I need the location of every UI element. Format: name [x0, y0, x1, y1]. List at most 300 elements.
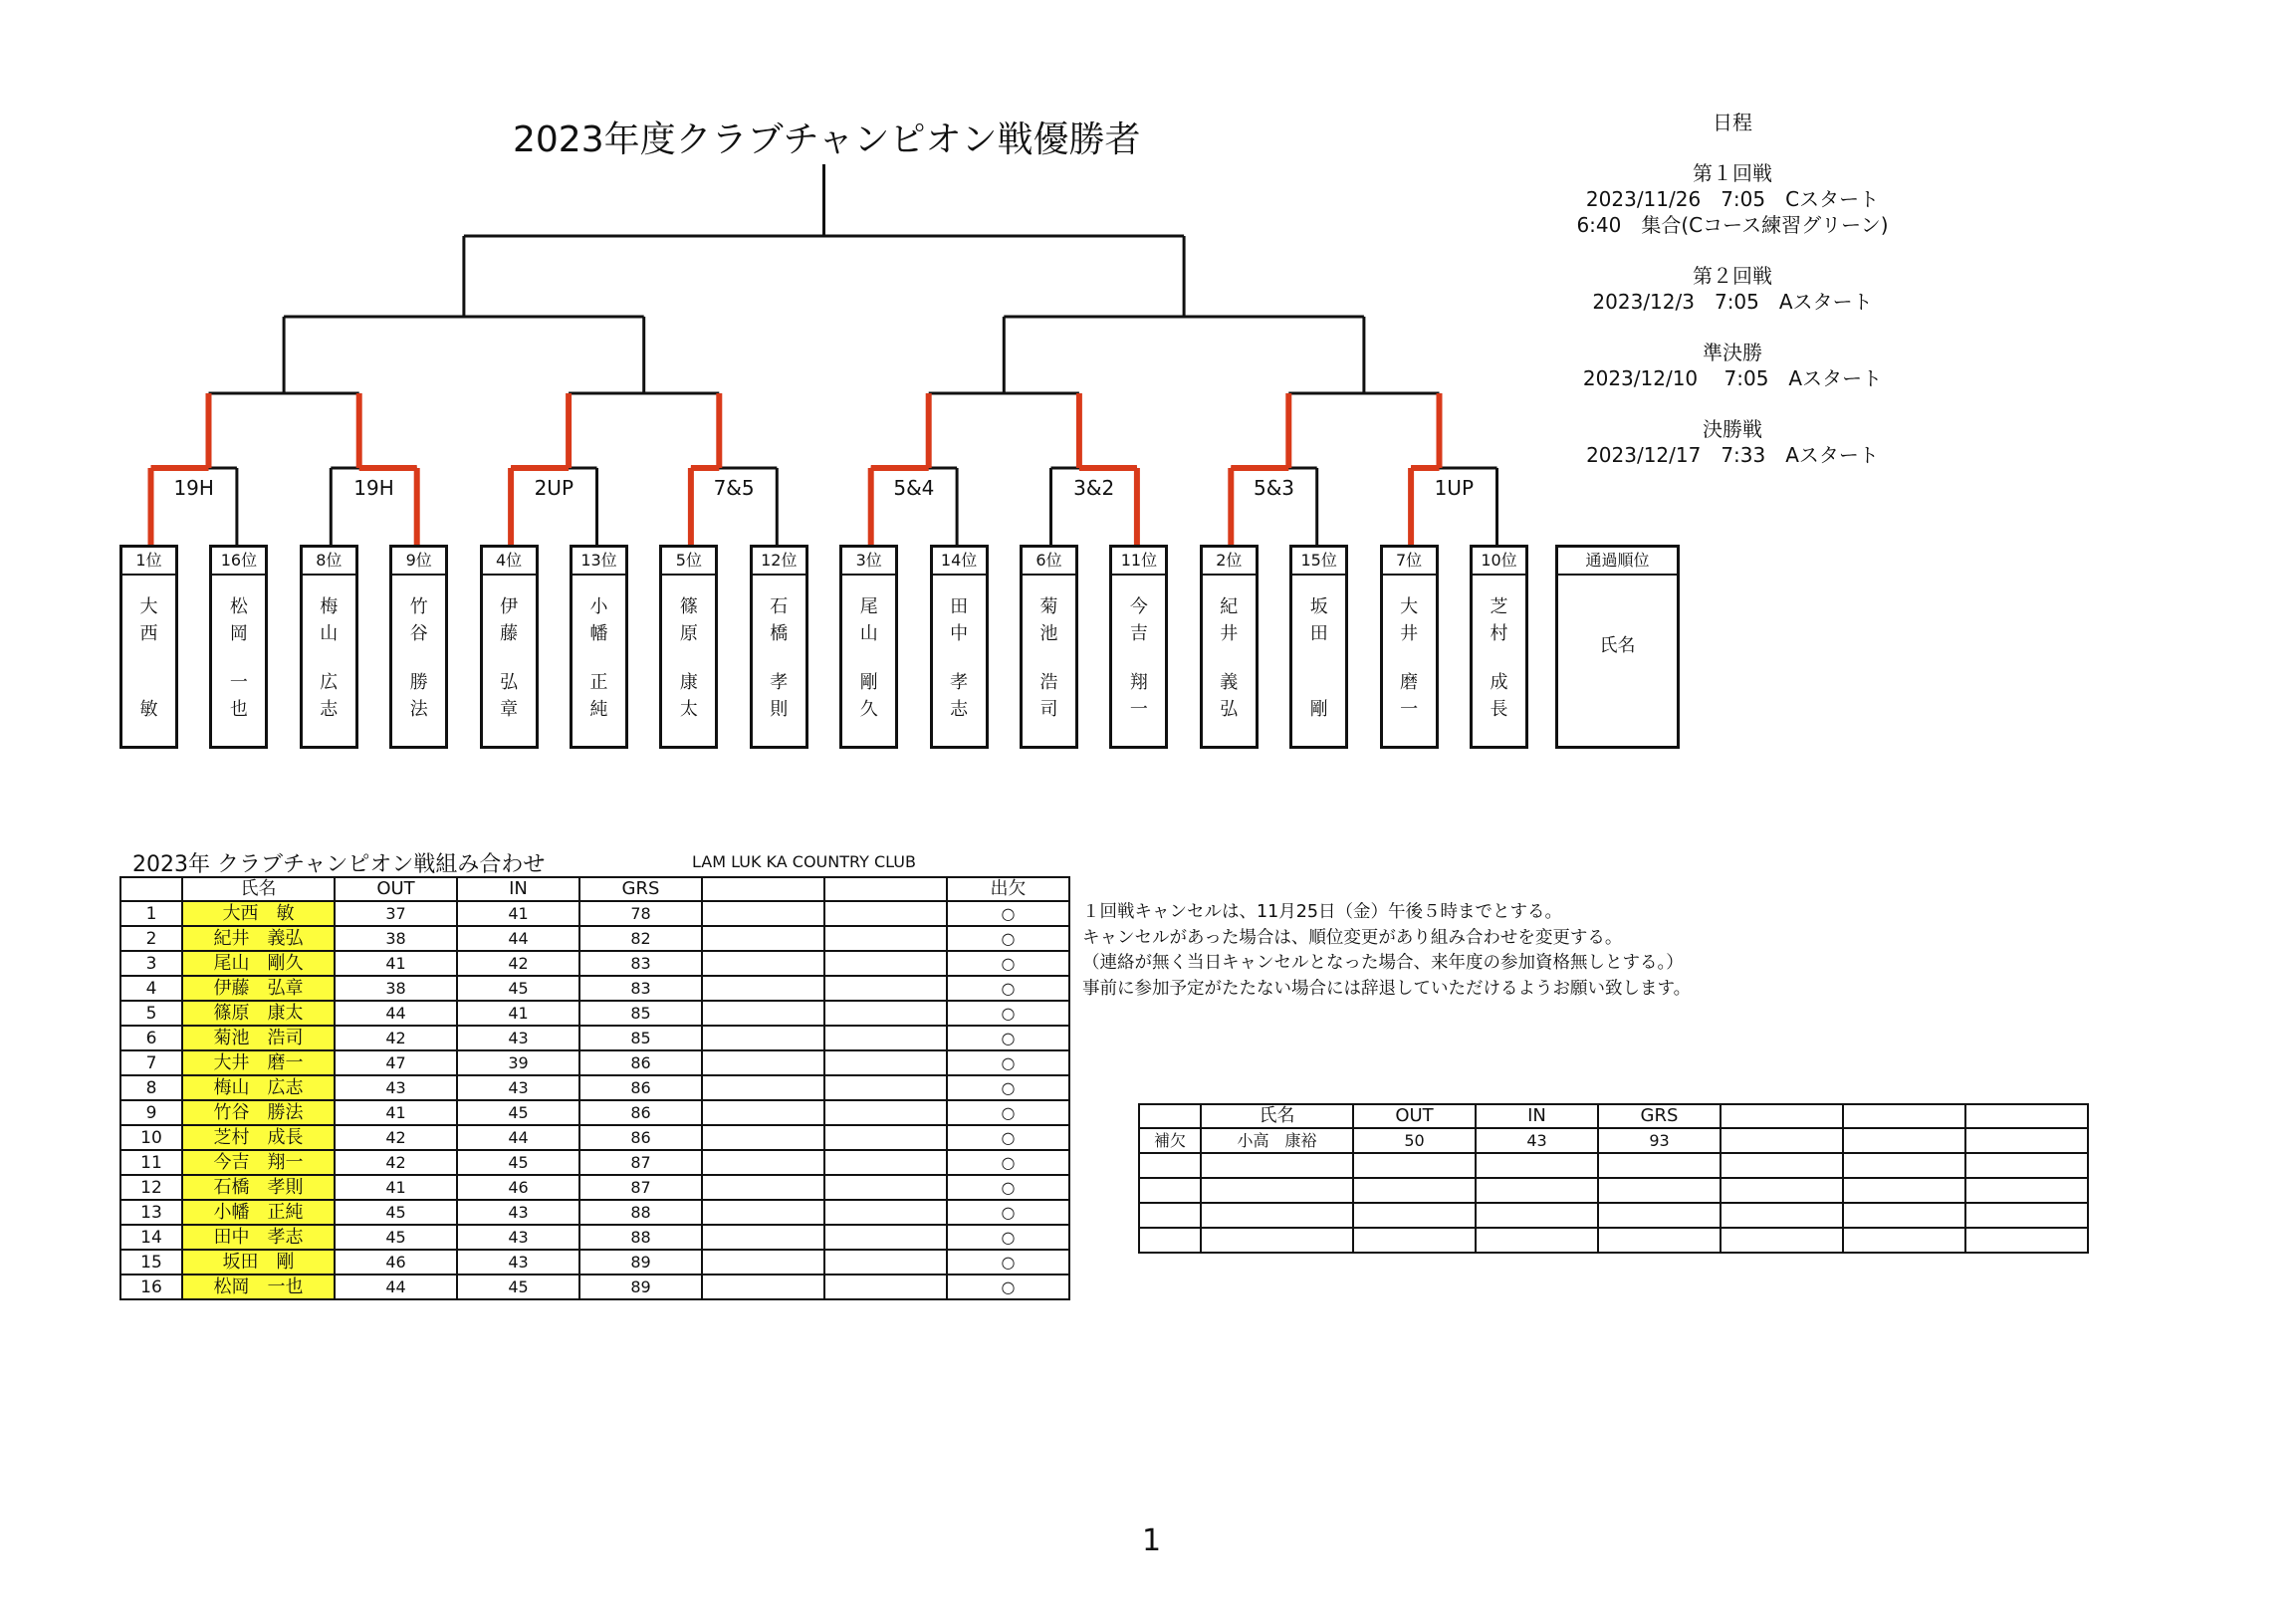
substitutes-cell [1201, 1228, 1353, 1253]
player-name [212, 576, 265, 723]
in-cell: 44 [457, 926, 579, 951]
substitutes-cell [1843, 1228, 1965, 1253]
empty-cell [702, 951, 824, 976]
empty-cell [702, 901, 824, 926]
grs-cell: 78 [579, 901, 702, 926]
schedule-round-detail: 2023/12/10 7:05 Aスタート [1582, 366, 1883, 390]
substitutes-cell [1965, 1128, 2088, 1153]
player-name-char: 章 [500, 699, 519, 720]
schedule-round-label: 決勝戦 [1703, 417, 1762, 441]
grs-cell: 88 [579, 1225, 702, 1250]
table-row [1139, 1128, 2088, 1153]
player-name-char: 坂 [1309, 596, 1328, 617]
empty-cell [824, 1175, 947, 1200]
player-rank: 2位 [1203, 548, 1256, 576]
table-row [1139, 1203, 2088, 1228]
player-name-char: 也 [229, 699, 248, 720]
player-box [839, 545, 898, 749]
notes [1082, 900, 1691, 1002]
player-name-char: 松 [229, 596, 248, 617]
in-cell: 45 [457, 1150, 579, 1175]
player-box [1109, 545, 1168, 749]
player-rank: 6位 [1023, 548, 1075, 576]
table-row [120, 926, 1069, 951]
attendance-cell: ○ [947, 1200, 1069, 1225]
schedule-round-label: 第１回戦 [1693, 161, 1772, 185]
schedule-round-label: 第２回戦 [1693, 264, 1772, 288]
note-line: キャンセルがあった場合は、順位変更があり組み合わせを変更する。 [1082, 927, 1623, 948]
player-name [573, 576, 625, 723]
player-name-char: 山 [320, 623, 339, 644]
empty-cell [824, 1225, 947, 1250]
substitutes-cell [1721, 1228, 1843, 1253]
player-rank: 13位 [573, 548, 625, 576]
player-name-char: 小 [589, 596, 608, 617]
player-box [480, 545, 539, 749]
results-table [119, 876, 1070, 1300]
empty-cell [702, 926, 824, 951]
player-name-char: 剛 [859, 672, 878, 693]
name-cell: 大西 敏 [182, 901, 335, 926]
name-cell: 田中 孝志 [182, 1225, 335, 1250]
in-cell: 41 [457, 901, 579, 926]
substitutes-cell [1721, 1203, 1843, 1228]
player-name-char: 弘 [500, 672, 519, 693]
table-row [1139, 1178, 2088, 1203]
substitutes-cell [1721, 1178, 1843, 1203]
substitutes-header-cell: 氏名 [1201, 1104, 1353, 1128]
match-result: 5&3 [1253, 476, 1295, 500]
seed-cell: 10 [120, 1125, 182, 1150]
results-header-cell: IN [457, 877, 579, 901]
player-name-char: 篠 [679, 596, 698, 617]
player-rank: 10位 [1473, 548, 1525, 576]
seed-cell: 13 [120, 1200, 182, 1225]
player-name [122, 576, 175, 723]
player-rank: 16位 [212, 548, 265, 576]
in-cell: 45 [457, 1100, 579, 1125]
substitutes-cell [1476, 1203, 1598, 1228]
player-name-char: 弘 [1220, 699, 1239, 720]
player-name-char: 芝 [1490, 596, 1508, 617]
name-cell: 松岡 一也 [182, 1275, 335, 1299]
player-name [662, 576, 715, 723]
player-name-char: 紀 [1220, 596, 1239, 617]
out-cell: 44 [335, 1275, 457, 1299]
attendance-cell: ○ [947, 1075, 1069, 1100]
seed-cell: 7 [120, 1050, 182, 1075]
player-rank: 1位 [122, 548, 175, 576]
name-cell: 竹谷 勝法 [182, 1100, 335, 1125]
empty-cell [702, 1075, 824, 1100]
substitutes-cell [1201, 1203, 1353, 1228]
substitutes-cell: 50 [1353, 1128, 1476, 1153]
player-name-char: 孝 [950, 672, 969, 693]
player-rank: 12位 [753, 548, 805, 576]
substitutes-header-cell [1965, 1104, 2088, 1128]
player-name-char: 幡 [589, 623, 608, 644]
out-cell: 45 [335, 1200, 457, 1225]
seed-cell: 16 [120, 1275, 182, 1299]
player-rank: 4位 [483, 548, 536, 576]
table-row [1139, 1228, 2088, 1253]
qualifier-box-label: 氏名 [1599, 635, 1636, 656]
grs-cell: 86 [579, 1050, 702, 1075]
empty-cell [702, 1250, 824, 1275]
attendance-cell: ○ [947, 951, 1069, 976]
player-name-char: 大 [139, 596, 158, 617]
substitutes-cell: 93 [1598, 1128, 1721, 1153]
seed-cell: 14 [120, 1225, 182, 1250]
player-name-char: 菊 [1039, 596, 1058, 617]
player-box [1020, 545, 1078, 749]
player-name-char: 藤 [500, 623, 519, 644]
player-name-char: 太 [679, 699, 698, 720]
out-cell: 38 [335, 926, 457, 951]
player-box [930, 545, 989, 749]
empty-cell [702, 1100, 824, 1125]
substitutes-cell [1843, 1203, 1965, 1228]
table-row [120, 1150, 1069, 1175]
player-rank: 9位 [392, 548, 445, 576]
name-cell: 菊池 浩司 [182, 1026, 335, 1050]
out-cell: 43 [335, 1075, 457, 1100]
name-cell: 芝村 成長 [182, 1125, 335, 1150]
player-name-char: 成 [1490, 672, 1508, 693]
out-cell: 42 [335, 1125, 457, 1150]
player-name-char: 竹 [409, 596, 428, 617]
results-header-cell: 氏名 [182, 877, 335, 901]
player-name-char: 田 [950, 596, 969, 617]
player-name-char: 長 [1490, 699, 1508, 720]
out-cell: 45 [335, 1225, 457, 1250]
seed-cell: 15 [120, 1250, 182, 1275]
player-name-char: 広 [320, 672, 339, 693]
name-cell: 尾山 剛久 [182, 951, 335, 976]
seed-cell: 9 [120, 1100, 182, 1125]
seed-cell: 11 [120, 1150, 182, 1175]
note-line: 事前に参加予定がたたない場合には辞退していただけるようお願い致します。 [1082, 978, 1692, 999]
substitutes-cell [1139, 1178, 1201, 1203]
results-header-cell: 出欠 [947, 877, 1069, 901]
in-cell: 42 [457, 951, 579, 976]
grs-cell: 86 [579, 1075, 702, 1100]
substitutes-cell [1201, 1153, 1353, 1178]
player-name-char: 剛 [1309, 699, 1328, 720]
table-row [1139, 1153, 2088, 1178]
out-cell: 41 [335, 951, 457, 976]
player-name-char: 孝 [770, 672, 789, 693]
player-box [209, 545, 268, 749]
out-cell: 46 [335, 1250, 457, 1275]
substitutes-cell [1476, 1228, 1598, 1253]
schedule-heading: 日程 [1713, 111, 1752, 134]
in-cell: 44 [457, 1125, 579, 1150]
empty-cell [824, 1026, 947, 1050]
substitutes-cell: 補欠 [1139, 1128, 1201, 1153]
player-name-char: 井 [1400, 623, 1419, 644]
player-name-char: 一 [1400, 699, 1419, 720]
table-row [120, 901, 1069, 926]
out-cell: 41 [335, 1100, 457, 1125]
out-cell: 44 [335, 1001, 457, 1026]
empty-cell [824, 1200, 947, 1225]
player-name-char: 田 [1309, 623, 1328, 644]
empty-cell [824, 1150, 947, 1175]
substitutes-cell [1598, 1153, 1721, 1178]
substitutes-cell [1965, 1178, 2088, 1203]
match-result: 19H [173, 476, 214, 500]
grs-cell: 87 [579, 1150, 702, 1175]
schedule-round [1513, 340, 1952, 391]
player-name-char: 原 [679, 623, 698, 644]
substitutes-cell: 43 [1476, 1128, 1598, 1153]
note-line: （連絡が無く当日キャンセルとなった場合、来年度の参加資格無しとする。） [1082, 953, 1684, 973]
seed-cell: 3 [120, 951, 182, 976]
grs-cell: 86 [579, 1100, 702, 1125]
empty-cell [702, 1150, 824, 1175]
player-name-char: 大 [1400, 596, 1419, 617]
player-name-char: 山 [859, 623, 878, 644]
player-name-char: 翔 [1129, 672, 1148, 693]
match-result: 1UP [1434, 476, 1475, 500]
player-name [1473, 576, 1525, 723]
player-name-char: 浩 [1039, 672, 1058, 693]
out-cell: 38 [335, 976, 457, 1001]
seed-cell: 6 [120, 1026, 182, 1050]
player-name-char: 吉 [1129, 623, 1148, 644]
player-name-char: 一 [1129, 699, 1148, 720]
player-name-char [122, 669, 175, 696]
empty-cell [702, 1225, 824, 1250]
qualifier-box-header: 通過順位 [1558, 548, 1677, 576]
player-name-char: 正 [589, 672, 608, 693]
in-cell: 43 [457, 1250, 579, 1275]
table-row [120, 1075, 1069, 1100]
table-row [120, 1200, 1069, 1225]
substitutes-cell [1965, 1153, 2088, 1178]
table-row [120, 1250, 1069, 1275]
name-cell: 石橋 孝則 [182, 1175, 335, 1200]
results-header-cell [702, 877, 824, 901]
empty-cell [702, 1125, 824, 1150]
match-result: 7&5 [713, 476, 755, 500]
schedule-round [1513, 416, 1952, 468]
player-name [303, 576, 355, 723]
out-cell: 37 [335, 901, 457, 926]
empty-cell [824, 1125, 947, 1150]
grs-cell: 82 [579, 926, 702, 951]
attendance-cell: ○ [947, 1125, 1069, 1150]
schedule-round-detail: 2023/12/3 7:05 Aスタート [1592, 290, 1873, 314]
empty-cell [824, 976, 947, 1001]
page-number: 1 [1142, 1523, 1162, 1558]
player-box [659, 545, 718, 749]
player-name [483, 576, 536, 723]
player-name-char: 志 [950, 699, 969, 720]
page-title: 2023年度クラブチャンピオン戦優勝者 [513, 119, 1141, 160]
schedule-round-detail: 2023/12/17 7:33 Aスタート [1586, 443, 1879, 467]
table-row [120, 1026, 1069, 1050]
empty-cell [824, 951, 947, 976]
grs-cell: 85 [579, 1026, 702, 1050]
player-name-char: 志 [320, 699, 339, 720]
empty-cell [702, 1175, 824, 1200]
player-box [389, 545, 448, 749]
empty-cell [824, 926, 947, 951]
table-row [120, 1100, 1069, 1125]
player-name-char: 司 [1039, 699, 1058, 720]
substitutes-cell [1353, 1228, 1476, 1253]
substitutes-cell [1721, 1128, 1843, 1153]
in-cell: 45 [457, 976, 579, 1001]
player-name-char: 磨 [1400, 672, 1419, 693]
attendance-cell: ○ [947, 1175, 1069, 1200]
results-header-cell: OUT [335, 877, 457, 901]
match-result: 2UP [534, 476, 574, 500]
empty-cell [702, 1050, 824, 1075]
player-box [1289, 545, 1348, 749]
substitutes-cell [1139, 1228, 1201, 1253]
substitutes-cell [1598, 1178, 1721, 1203]
schedule-round [1513, 263, 1952, 315]
name-cell: 梅山 広志 [182, 1075, 335, 1100]
out-cell: 42 [335, 1150, 457, 1175]
substitutes-cell [1139, 1153, 1201, 1178]
table-row [120, 951, 1069, 976]
club-name: LAM LUK KA COUNTRY CLUB [692, 852, 916, 871]
substitutes-header-cell: IN [1476, 1104, 1598, 1128]
schedule-round [1513, 160, 1952, 238]
player-rank: 7位 [1383, 548, 1436, 576]
substitutes-header-cell [1843, 1104, 1965, 1128]
player-name-char: 法 [409, 699, 428, 720]
substitutes-cell [1139, 1203, 1201, 1228]
player-rank: 8位 [303, 548, 355, 576]
out-cell: 42 [335, 1026, 457, 1050]
name-cell: 今吉 翔一 [182, 1150, 335, 1175]
results-header-cell [824, 877, 947, 901]
player-name-char: 岡 [229, 623, 248, 644]
schedule-round-label: 準決勝 [1703, 341, 1762, 364]
player-box [119, 545, 178, 749]
match-result: 3&2 [1073, 476, 1115, 500]
grs-cell: 86 [579, 1125, 702, 1150]
substitutes-cell [1843, 1128, 1965, 1153]
player-name-char: 康 [679, 672, 698, 693]
player-name-char: 谷 [409, 623, 428, 644]
player-name-char: 村 [1490, 623, 1508, 644]
player-box [1200, 545, 1259, 749]
substitutes-cell [1721, 1153, 1843, 1178]
player-rank: 14位 [933, 548, 986, 576]
substitutes-header-cell [1721, 1104, 1843, 1128]
table-row [120, 1050, 1069, 1075]
player-name [933, 576, 986, 723]
attendance-cell: ○ [947, 1150, 1069, 1175]
player-name-char: 西 [139, 623, 158, 644]
in-cell: 46 [457, 1175, 579, 1200]
player-name-char: 純 [589, 699, 608, 720]
player-name [1383, 576, 1436, 723]
seed-cell: 8 [120, 1075, 182, 1100]
seed-cell: 2 [120, 926, 182, 951]
out-cell: 47 [335, 1050, 457, 1075]
out-cell: 41 [335, 1175, 457, 1200]
empty-cell [824, 1075, 947, 1100]
player-rank: 3位 [842, 548, 895, 576]
player-name [1023, 576, 1075, 723]
empty-cell [824, 901, 947, 926]
player-name [842, 576, 895, 723]
player-name [1112, 576, 1165, 723]
substitutes-cell [1598, 1228, 1721, 1253]
substitutes-cell [1476, 1178, 1598, 1203]
empty-cell [824, 1100, 947, 1125]
player-name [1292, 576, 1345, 723]
player-name-char: 今 [1129, 596, 1148, 617]
empty-cell [824, 1050, 947, 1075]
results-header-cell: GRS [579, 877, 702, 901]
qualifier-box [1555, 545, 1680, 749]
empty-cell [702, 1200, 824, 1225]
in-cell: 41 [457, 1001, 579, 1026]
substitutes-cell [1201, 1178, 1353, 1203]
in-cell: 43 [457, 1200, 579, 1225]
table-row [120, 1275, 1069, 1299]
attendance-cell: ○ [947, 1001, 1069, 1026]
attendance-cell: ○ [947, 1275, 1069, 1299]
schedule-round-detail: 6:40 集合(Cコース練習グリーン) [1576, 213, 1889, 237]
attendance-cell: ○ [947, 1225, 1069, 1250]
player-name [1203, 576, 1256, 723]
substitutes-cell [1353, 1178, 1476, 1203]
in-cell: 43 [457, 1225, 579, 1250]
attendance-cell: ○ [947, 1026, 1069, 1050]
player-box [300, 545, 358, 749]
schedule-round-detail: 2023/11/26 7:05 Cスタート [1585, 187, 1880, 211]
empty-cell [824, 1001, 947, 1026]
in-cell: 43 [457, 1026, 579, 1050]
substitutes-cell [1353, 1203, 1476, 1228]
results-header-cell [120, 877, 182, 901]
substitutes-header-cell: GRS [1598, 1104, 1721, 1128]
player-name-char: 井 [1220, 623, 1239, 644]
grs-cell: 89 [579, 1275, 702, 1299]
seed-cell: 1 [120, 901, 182, 926]
player-name-char: 池 [1039, 623, 1058, 644]
grs-cell: 87 [579, 1175, 702, 1200]
attendance-cell: ○ [947, 901, 1069, 926]
table-row [120, 976, 1069, 1001]
player-name-char: 久 [859, 699, 878, 720]
empty-cell [702, 976, 824, 1001]
match-result: 5&4 [893, 476, 935, 500]
attendance-cell: ○ [947, 1100, 1069, 1125]
player-name-char: 義 [1220, 672, 1239, 693]
substitutes-cell: 小高 康裕 [1201, 1128, 1353, 1153]
attendance-cell: ○ [947, 1250, 1069, 1275]
player-box [750, 545, 808, 749]
grs-cell: 89 [579, 1250, 702, 1275]
attendance-cell: ○ [947, 976, 1069, 1001]
schedule [1513, 110, 1952, 493]
table-row [120, 1225, 1069, 1250]
in-cell: 43 [457, 1075, 579, 1100]
player-name [392, 576, 445, 723]
player-box [570, 545, 628, 749]
attendance-cell: ○ [947, 1050, 1069, 1075]
